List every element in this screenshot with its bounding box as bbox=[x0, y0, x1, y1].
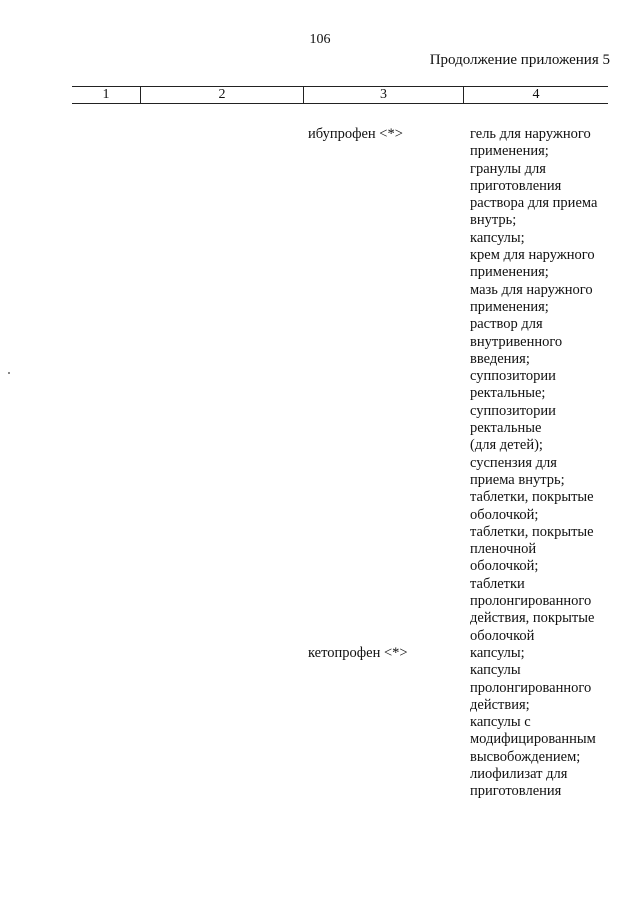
dosage-form-line: приготовления bbox=[470, 783, 562, 800]
dosage-form-line: внутрь; bbox=[470, 212, 517, 229]
dosage-form-line: применения; bbox=[470, 143, 549, 160]
dosage-form-line: действия; bbox=[470, 696, 530, 713]
dosage-form-line: суппозитории bbox=[470, 368, 556, 385]
dosage-form-line: пленочной bbox=[470, 541, 537, 558]
dosage-form-line: введения; bbox=[470, 350, 530, 367]
dosage-form-line: таблетки, покрытые bbox=[470, 489, 594, 506]
dosage-form-line: таблетки bbox=[470, 575, 525, 592]
dosage-form-line: оболочкой; bbox=[470, 558, 539, 575]
dosage-form-line: ректальные bbox=[470, 420, 542, 437]
dosage-form-line: пролонгированного bbox=[470, 679, 592, 696]
dosage-form-line: модифицированным bbox=[470, 731, 596, 748]
dosage-form-line: капсулы с bbox=[470, 714, 531, 731]
page-number: 106 bbox=[309, 32, 331, 47]
column-header-1: 1 bbox=[102, 87, 110, 102]
dosage-form-line: высвобождением; bbox=[470, 748, 581, 765]
dosage-form-line: приготовления bbox=[470, 177, 562, 194]
dosage-form-line: мазь для наружного bbox=[470, 281, 593, 298]
dosage-forms-ketoprofen bbox=[470, 645, 610, 801]
dosage-form-line: раствор для bbox=[470, 316, 543, 333]
dosage-form-line: ректальные; bbox=[470, 385, 546, 402]
dosage-form-line: применения; bbox=[470, 298, 549, 315]
table-header bbox=[72, 86, 608, 104]
dosage-form-line: пролонгированного bbox=[470, 593, 592, 610]
column-header-3: 3 bbox=[303, 87, 463, 103]
dosage-form-line: лиофилизат для bbox=[470, 766, 568, 783]
column-header-2: 2 bbox=[140, 87, 303, 103]
dosage-form-line: действия, покрытые bbox=[470, 610, 595, 627]
dosage-form-line: (для детей); bbox=[470, 437, 543, 454]
scan-mark bbox=[8, 372, 10, 374]
dosage-form-line: раствора для приема bbox=[470, 195, 598, 212]
dosage-form-line: внутривенного bbox=[470, 333, 563, 350]
dosage-form-line: капсулы; bbox=[470, 229, 525, 246]
dosage-form-line: капсулы; bbox=[470, 645, 525, 661]
dosage-form-line: оболочкой; bbox=[470, 506, 539, 523]
dosage-form-line: оболочкой bbox=[470, 627, 535, 644]
dosage-forms-ibuprofen bbox=[470, 126, 610, 645]
dosage-form-line: суппозитории bbox=[470, 402, 556, 419]
dosage-form-line: крем для наружного bbox=[470, 247, 595, 264]
continuation-label: Продолжение приложения 5 bbox=[429, 52, 610, 68]
dosage-form-line: гель для наружного bbox=[470, 126, 591, 142]
column-header-4: 4 bbox=[463, 87, 608, 103]
dosage-form-line: капсулы bbox=[470, 662, 521, 679]
dosage-form-line: приема внутрь; bbox=[470, 471, 565, 488]
drug-name-ketoprofen: кетопрофен <*> bbox=[308, 645, 408, 661]
dosage-form-line: суспензия для bbox=[470, 454, 557, 471]
drug-name-ibuprofen: ибупрофен <*> bbox=[308, 126, 403, 142]
dosage-form-line: гранулы для bbox=[470, 160, 546, 177]
dosage-form-line: таблетки, покрытые bbox=[470, 523, 594, 540]
dosage-form-line: применения; bbox=[470, 264, 549, 281]
